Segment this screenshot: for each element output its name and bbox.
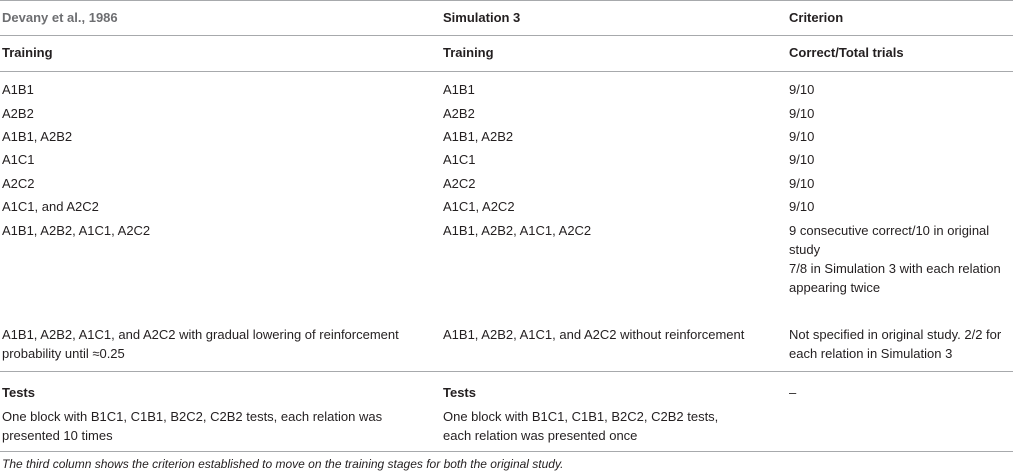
row-6-simulation: A1C1, A2C2: [443, 199, 515, 214]
row-8-simulation: A1B1, A2B2, A1C1, and A2C2 without reinforcement: [443, 327, 745, 342]
row-7-simulation: A1B1, A2B2, A1C1, A2C2: [443, 223, 592, 238]
col-header-devany: Devany et al., 1986: [2, 10, 118, 25]
row-4-criterion: 9/10: [789, 152, 815, 167]
row-7-devany: A1B1, A2B2, A1C1, A2C2: [2, 223, 151, 238]
subheader-training-2: Training: [443, 45, 494, 60]
tests-simulation-line-1: One block with B1C1, C1B1, B2C2, C2B2 tests,: [443, 409, 719, 424]
row-1-devany: A1B1: [2, 82, 34, 97]
row-8-devany-line-2: probability until ≈0.25: [2, 346, 125, 361]
col-header-simulation: Simulation 3: [443, 10, 521, 25]
row-3-devany: A1B1, A2B2: [2, 129, 73, 144]
tests-simulation-line-2: each relation was presented once: [443, 428, 638, 443]
row-8-devany-line-1: A1B1, A2B2, A1C1, and A2C2 with gradual lowering of reinforcement: [2, 327, 399, 342]
row-8-criterion-line-2: each relation in Simulation 3: [789, 346, 953, 361]
col-header-criterion: Criterion: [789, 10, 844, 25]
row-3-simulation: A1B1, A2B2: [443, 129, 514, 144]
row-7-criterion-line-4: appearing twice: [789, 280, 881, 295]
row-2-devany: A2B2: [2, 106, 34, 121]
row-6-criterion: 9/10: [789, 199, 815, 214]
row-1-criterion: 9/10: [789, 82, 815, 97]
row-7-criterion-line-2: study: [789, 242, 821, 257]
tests-divider: [0, 371, 1013, 372]
top-rule: [0, 0, 1013, 1]
row-4-devany: A1C1: [2, 152, 35, 167]
subheader-training-1: Training: [2, 45, 53, 60]
row-7-criterion-line-1: 9 consecutive correct/10 in original: [789, 223, 990, 238]
tests-criterion: –: [789, 385, 797, 400]
row-1-simulation: A1B1: [443, 82, 475, 97]
table-footnote: The third column shows the criterion established to move on the training stages for both the original study.: [2, 457, 564, 471]
row-8-criterion-line-1: Not specified in original study. 2/2 for: [789, 327, 1002, 342]
row-2-simulation: A2B2: [443, 106, 475, 121]
header-divider: [0, 35, 1013, 36]
tests-header-1: Tests: [2, 385, 35, 400]
row-7-criterion-line-3: 7/8 in Simulation 3 with each relation: [789, 261, 1001, 276]
tests-header-2: Tests: [443, 385, 476, 400]
bottom-rule: [0, 451, 1013, 452]
subheader-divider: [0, 71, 1013, 72]
subheader-criterion: Correct/Total trials: [789, 45, 904, 60]
row-3-criterion: 9/10: [789, 129, 815, 144]
tests-devany-line-2: presented 10 times: [2, 428, 113, 443]
row-5-simulation: A2C2: [443, 176, 476, 191]
tests-devany-line-1: One block with B1C1, C1B1, B2C2, C2B2 tests, each relation was: [2, 409, 383, 424]
row-4-simulation: A1C1: [443, 152, 476, 167]
row-2-criterion: 9/10: [789, 106, 815, 121]
row-5-devany: A2C2: [2, 176, 35, 191]
row-6-devany: A1C1, and A2C2: [2, 199, 99, 214]
row-5-criterion: 9/10: [789, 176, 815, 191]
